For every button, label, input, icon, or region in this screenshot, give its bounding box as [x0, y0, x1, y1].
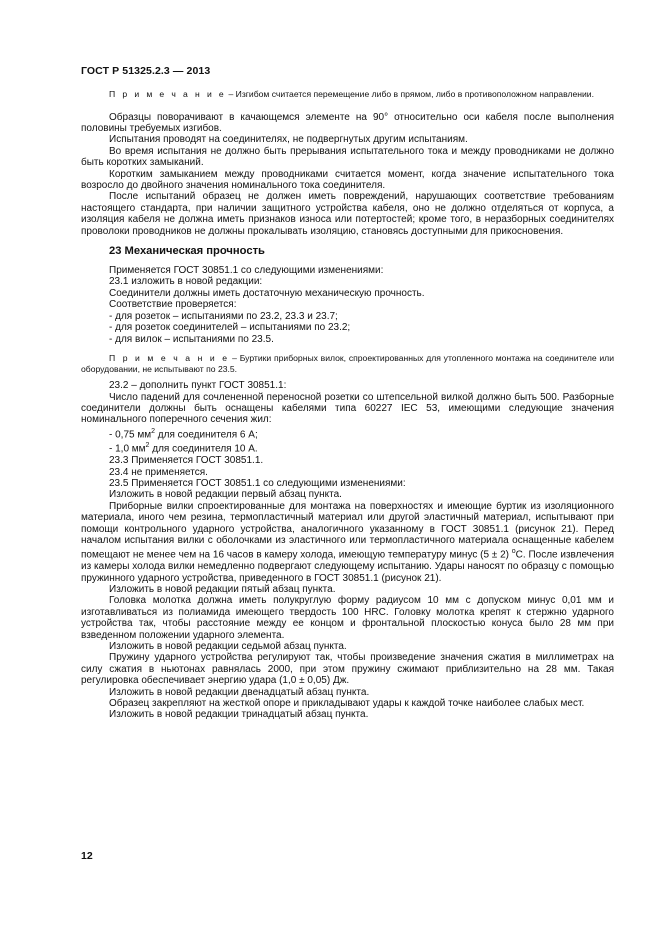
- paragraph: Соответствие проверяется:: [109, 299, 237, 311]
- paragraph: 23.3 Применяется ГОСТ 30851.1.: [109, 455, 264, 467]
- value-text: - 1,0 мм: [109, 443, 146, 455]
- paragraph: 23.4 не применяется.: [109, 466, 208, 478]
- paragraph: Испытания проводят на соединителях, не подвергнутых другим испытаниям.: [109, 134, 468, 146]
- paragraph-text: Приборные вилки спроектированные для монтажа на поверхностях и имеющие буртик из изоляционного материала, иного чем резина, термопластичный материал или другой эластичный материал, испытывают при помощи контрольного ударного устройства, аналогичного указанному в ГОСТ 30851.1 (рисунок 21). Перед началом испытания вилки с оболочками из эластичного или термопластичного материала оснащенные кабелем помещают не менее чем на 16 часов в камеру холода, имеющую температуру минус (5 ± 2): [81, 500, 614, 561]
- note-bending: [81, 89, 614, 100]
- paragraph: 23.5 Применяется ГОСТ 30851.1 со следующими изменениями:: [109, 478, 406, 489]
- paragraph-text: С. После извлечения из камеры холода вилки немедленно подвергают следующему испытанию. Удары наносят по образцу с помощью пружинного ударного устройства, приведенного в ГОСТ 30851.1 (рисунок 21).: [81, 549, 614, 584]
- superscript: 2: [151, 427, 156, 435]
- list-item: - для розеток – испытаниями по 23.2, 23.3 и 23.7;: [109, 310, 338, 322]
- paragraph: Пружину ударного устройства регулируют так, чтобы произведение значения сжатия в миллиметрах на силу сжатия в ньютонах равнялась 2000, при этом пружину сжимают приблизительно на 28 мм. Такая регулировка обеспечивает энергию удара (1,0 ± 0,05) Дж.: [81, 652, 614, 687]
- list-item: - для розеток соединителей – испытаниями по 23.2;: [109, 322, 351, 334]
- body-text: [81, 89, 614, 721]
- value-text: - 0,75 мм: [109, 429, 152, 441]
- note-text: – Буртики приборных вилок, спроектированных для утопленного монтажа на соединителе или оборудовании, не испытывают по 23.5.: [81, 352, 614, 374]
- list-item: [81, 440, 614, 455]
- list-item: - для вилок – испытаниями по 23.5.: [109, 333, 274, 345]
- paragraph: Изложить в новой редакции пятый абзац пункта.: [109, 583, 336, 595]
- paragraph: Применяется ГОСТ 30851.1 со следующими изменениями:: [109, 265, 384, 277]
- paragraph: Коротким замыканием между проводниками считается момент, когда значение испытательного тока возросло до двойного значения номинального тока соединителя.: [81, 168, 614, 192]
- paragraph: Соединители должны иметь достаточную механическую прочность.: [109, 287, 425, 299]
- page-number: 12: [81, 850, 93, 862]
- paragraph: [81, 501, 614, 584]
- paragraph: Образец закрепляют на жесткой опоре и прикладывают удары к каждой точке наиболее слабых мест.: [109, 698, 585, 710]
- section-heading: 23 Механическая прочность: [109, 245, 265, 258]
- paragraph: Во время испытания не должно быть прерывания испытательного тока и между проводниками не должно быть коротких замыканий.: [81, 145, 614, 169]
- paragraph: Изложить в новой редакции тринадцатый абзац пункта.: [109, 709, 369, 721]
- paragraph: Изложить в новой редакции седьмой абзац пункта.: [109, 641, 347, 653]
- note-label: П р и м е ч а н и е: [109, 89, 227, 99]
- paragraph: Изложить в новой редакции первый абзац пункта.: [109, 489, 342, 501]
- list-item: [81, 426, 614, 441]
- paragraph: 23.2 – дополнить пункт ГОСТ 30851.1:: [109, 380, 287, 392]
- paragraph: После испытаний образец не должен иметь повреждений, нарушающих соответствие требованиям настоящего стандарта, при наличии защитного устройства кабеля, оно не должно отделяться от корпуса, а изоляция кабеля не должна иметь признаков износа или потертостей; кроме того, в неразборных соединителях проволоки проводников не должны прокалывать изоляцию, становясь доступными для прикосновения.: [81, 191, 614, 237]
- note-text: – Изгибом считается перемещение либо в прямом, либо в противоположном направлении.: [226, 89, 594, 99]
- value-text: для соединителя 6 А;: [155, 429, 258, 441]
- note-collar: [81, 353, 614, 374]
- paragraph: 23.1 изложить в новой редакции:: [109, 276, 263, 288]
- paragraph: Образцы поворачивают в качающемся элементе на 90° относительно оси кабеля после выполнения половины требуемых изгибов.: [81, 111, 614, 134]
- paragraph: Головка молотка должна иметь полукруглую форму радиусом 10 мм с допуском минус 0,01 мм и изготавливаться из полиамида имеющего твердость 100 HRC. Головку молотка крепят к стержню ударного устройства так, чтобы расстояние между ее концом и фронтальной плоскостью конуса было 28 мм при взведенном положении ударного элемента.: [81, 595, 614, 641]
- value-text: для соединителя 10 А.: [149, 443, 258, 455]
- paragraph: Число падений для сочлененной переносной розетки со штепсельной вилкой должно быть 500. Разборные соединители должны быть оснащены кабелями типа 60227 IEC 53, имеющими следующие значения номинального поперечного сечения жил:: [81, 391, 614, 426]
- note-label: П р и м е ч а н и е: [109, 352, 230, 363]
- paragraph: Изложить в новой редакции двенадцатый абзац пункта.: [109, 686, 370, 698]
- document-header: ГОСТ Р 51325.2.3 — 2013: [81, 65, 211, 77]
- superscript: 2: [145, 442, 150, 450]
- degree-mark: о: [511, 548, 516, 556]
